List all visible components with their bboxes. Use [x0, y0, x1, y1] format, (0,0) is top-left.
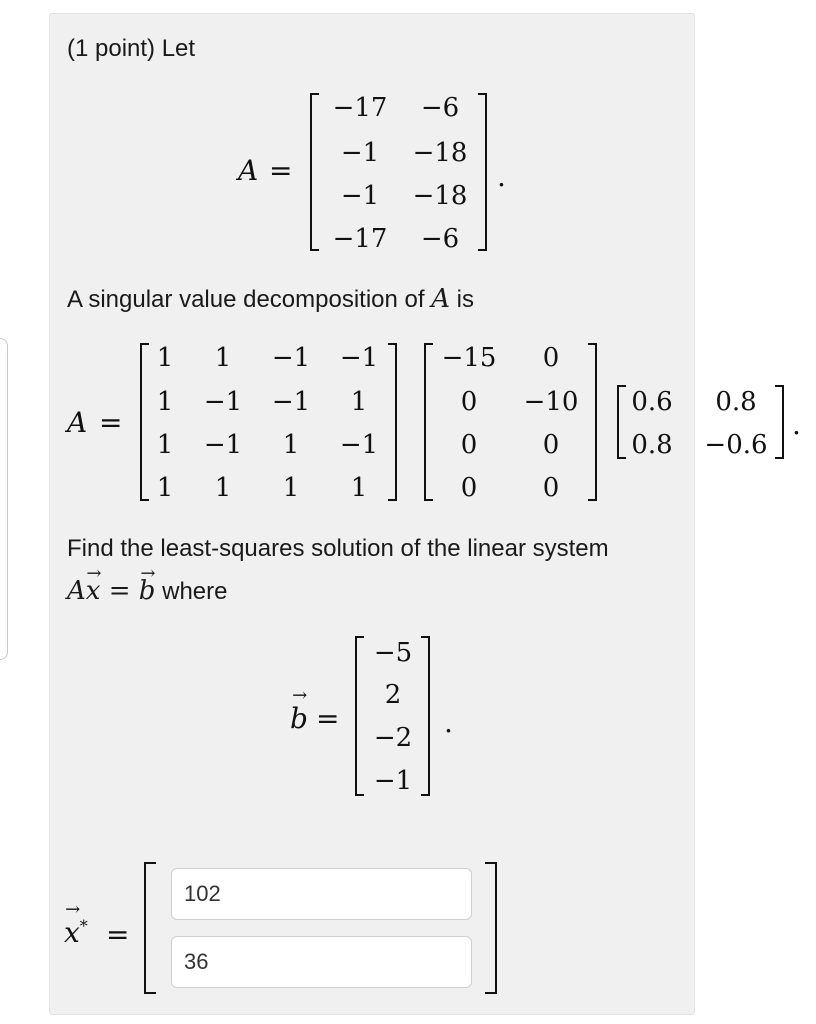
A-inline: A: [431, 284, 450, 314]
vector-b-cell: −2: [373, 723, 413, 753]
matrix-U-cell: 1: [282, 430, 300, 460]
matrix-V-cell: 0.8: [631, 430, 673, 460]
answer-input-1[interactable]: 102: [171, 868, 472, 920]
matrix-S-cell: −15: [441, 343, 497, 373]
matrix-U-left-bracket: [140, 343, 149, 501]
A-inline: A: [67, 576, 86, 606]
b-vector-symbol: → b: [290, 702, 308, 735]
find-sentence: Find the least-squares solution of the linear system: [67, 535, 609, 562]
matrix-U-cell: 1: [156, 430, 174, 460]
matrix-V-right-bracket: [775, 385, 784, 459]
side-tab[interactable]: [0, 338, 8, 660]
matrix-A-cell: −6: [420, 224, 460, 254]
matrix-U-right-bracket: [388, 343, 397, 501]
matrix-U-cell: 1: [214, 343, 232, 373]
matrix-U-cell: −1: [203, 387, 243, 417]
equals-sign: =: [269, 154, 293, 187]
matrix-U-cell: −1: [271, 343, 311, 373]
b-vector-symbol: → b: [139, 576, 156, 606]
matrix-S-cell: 0: [542, 430, 560, 460]
equals-sign: =: [106, 918, 130, 951]
matrix-A-cell: −17: [332, 224, 388, 254]
matrix-S-cell: 0: [460, 430, 478, 460]
matrix-A-cell: −18: [412, 181, 468, 211]
matrix-A-cell: −1: [340, 181, 380, 211]
matrix-U-cell: 1: [350, 387, 368, 417]
vector-b-left-bracket: [355, 636, 364, 796]
matrix-U-cell: −1: [339, 343, 379, 373]
system-sentence: [67, 576, 227, 607]
matrix-U-cell: 1: [156, 387, 174, 417]
answer-left-bracket: [144, 862, 156, 994]
where-text: where: [155, 578, 228, 605]
answer-right-bracket: [485, 862, 497, 994]
vector-b-right-bracket: [421, 636, 430, 796]
matrix-S-cell: 0: [460, 387, 478, 417]
matrix-V-cell: 0.6: [631, 387, 673, 417]
system-equation: [67, 576, 155, 606]
equals-sign: =: [316, 702, 340, 735]
x-vector-symbol: → x: [86, 576, 101, 606]
matrix-A-cell: −6: [420, 93, 460, 123]
x-vector-symbol: → x: [64, 916, 80, 949]
vector-b-cell: −1: [373, 766, 413, 796]
svd-text-pre: A singular value decomposition of: [67, 286, 432, 313]
matrix-U-cell: 1: [282, 473, 300, 503]
svd-text-post: is: [450, 286, 474, 313]
matrix-A-right-bracket: [478, 93, 487, 251]
answer-input-2[interactable]: 36: [171, 936, 472, 988]
matrix-A-cell: −17: [332, 93, 388, 123]
vector-b-cell: −5: [373, 638, 413, 668]
matrix-V-cell: −0.6: [704, 430, 768, 460]
matrix-U-cell: 1: [214, 473, 232, 503]
matrix-U-cell: −1: [203, 430, 243, 460]
matrix-U-cell: 1: [156, 473, 174, 503]
star-superscript: *: [79, 916, 88, 936]
matrix-S-cell: 0: [460, 473, 478, 503]
matrix-V-left-bracket: [617, 385, 626, 459]
matrix-S-left-bracket: [424, 343, 433, 501]
b-vector-label: [290, 702, 308, 735]
matrix-A-left-bracket: [310, 93, 319, 251]
equals-sign: =: [99, 406, 123, 439]
matrix-S-right-bracket: [588, 343, 597, 501]
period: .: [444, 706, 453, 739]
A-symbol: A: [238, 154, 259, 187]
period: .: [792, 408, 801, 441]
matrix-U-cell: −1: [271, 387, 311, 417]
matrix-U-cell: −1: [339, 430, 379, 460]
x-star-label: [64, 916, 88, 949]
matrix-S-cell: 0: [542, 343, 560, 373]
vector-b-cell: 2: [384, 680, 402, 710]
equals-sign: =: [108, 576, 131, 606]
matrix-S-cell: 0: [542, 473, 560, 503]
matrix-V-cell: 0.8: [715, 387, 757, 417]
matrix-U-cell: 1: [156, 343, 174, 373]
problem-intro: (1 point) Let: [67, 35, 196, 62]
matrix-A-cell: −1: [340, 138, 380, 168]
svd-sentence: [67, 284, 474, 315]
period: .: [497, 160, 506, 193]
A-symbol: A: [67, 406, 88, 439]
matrix-U-cell: 1: [350, 473, 368, 503]
matrix-S-cell: −10: [523, 387, 579, 417]
matrix-A-cell: −18: [412, 138, 468, 168]
